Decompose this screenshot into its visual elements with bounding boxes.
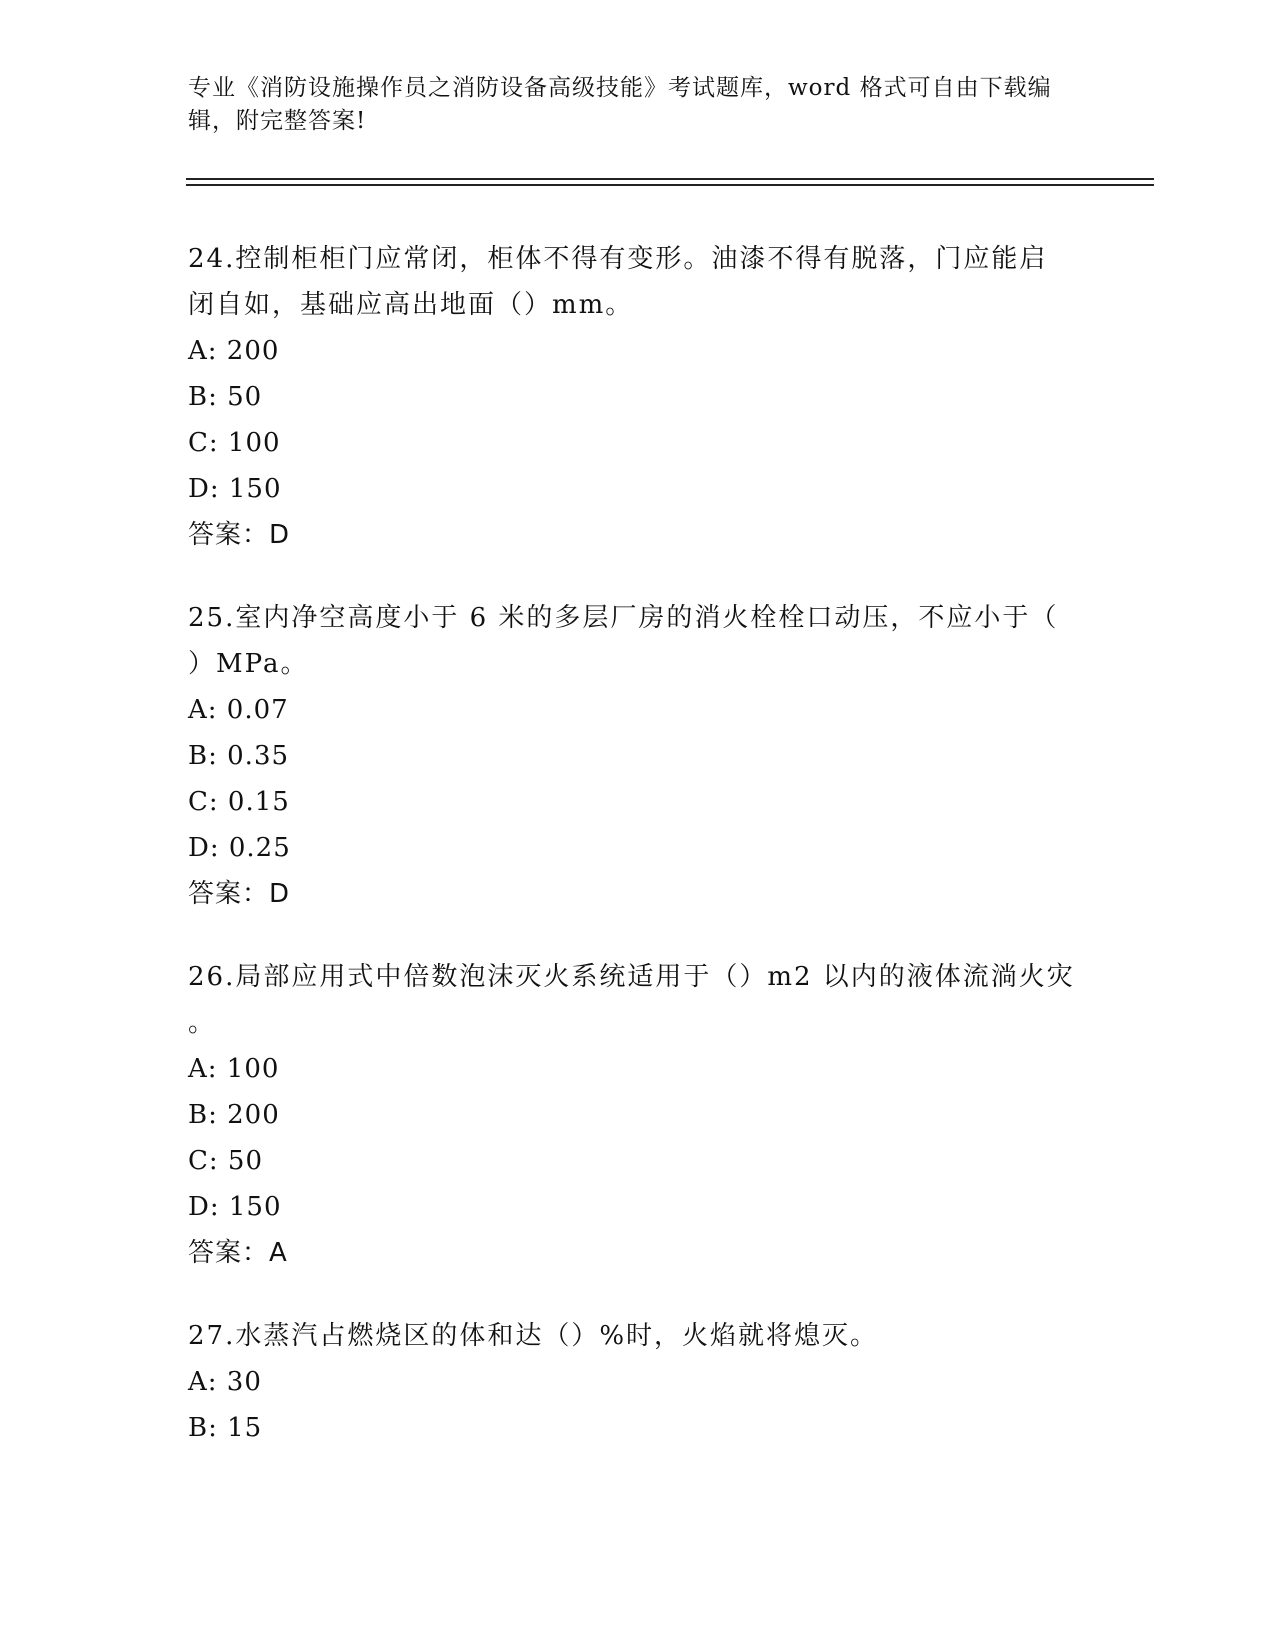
option-b: B: 15 <box>188 1413 263 1443</box>
option-b: B: 0.35 <box>188 741 290 771</box>
option-d: D: 150 <box>188 1192 282 1222</box>
question-text-line: 27.水蒸汽占燃烧区的体和达（）%时，火焰就将熄灭。 <box>188 1321 879 1351</box>
question-text-line: ）MPa。 <box>188 649 309 679</box>
answer: 答案：D <box>188 879 291 909</box>
option-b: B: 200 <box>188 1100 280 1130</box>
option-d: D: 150 <box>188 474 282 504</box>
option-c: C: 100 <box>188 428 281 458</box>
document-header <box>188 72 1088 138</box>
question-text-line: 26.局部应用式中倍数泡沫灭火系统适用于（）m2 以内的液体流淌火灾 <box>188 962 1075 992</box>
question-26 <box>188 954 1088 1276</box>
question-25 <box>188 595 1088 917</box>
option-c: C: 50 <box>188 1146 264 1176</box>
question-list <box>188 236 1088 1488</box>
header-divider-bottom <box>186 184 1154 186</box>
option-a: A: 30 <box>188 1367 262 1397</box>
option-a: A: 100 <box>188 1054 280 1084</box>
option-b: B: 50 <box>188 382 263 412</box>
option-d: D: 0.25 <box>188 833 291 863</box>
answer: 答案：D <box>188 520 291 550</box>
question-27 <box>188 1313 1088 1451</box>
option-c: C: 0.15 <box>188 787 290 817</box>
answer: 答案：A <box>188 1238 288 1268</box>
question-24 <box>188 236 1088 558</box>
header-divider-top <box>186 178 1154 180</box>
header-line-1: 专业《消防设施操作员之消防设备高级技能》考试题库，word 格式可自由下载编 <box>188 75 1052 101</box>
question-text-line: 闭自如，基础应高出地面（）mm。 <box>188 290 634 320</box>
option-a: A: 200 <box>188 336 280 366</box>
header-line-2: 辑，附完整答案! <box>188 108 367 134</box>
question-text-line: 24.控制柜柜门应常闭，柜体不得有变形。油漆不得有脱落，门应能启 <box>188 244 1048 274</box>
option-a: A: 0.07 <box>188 695 289 725</box>
question-text-line: 。 <box>188 1008 217 1038</box>
question-text-line: 25.室内净空高度小于 6 米的多层厂房的消火栓栓口动压，不应小于（ <box>188 603 1059 633</box>
